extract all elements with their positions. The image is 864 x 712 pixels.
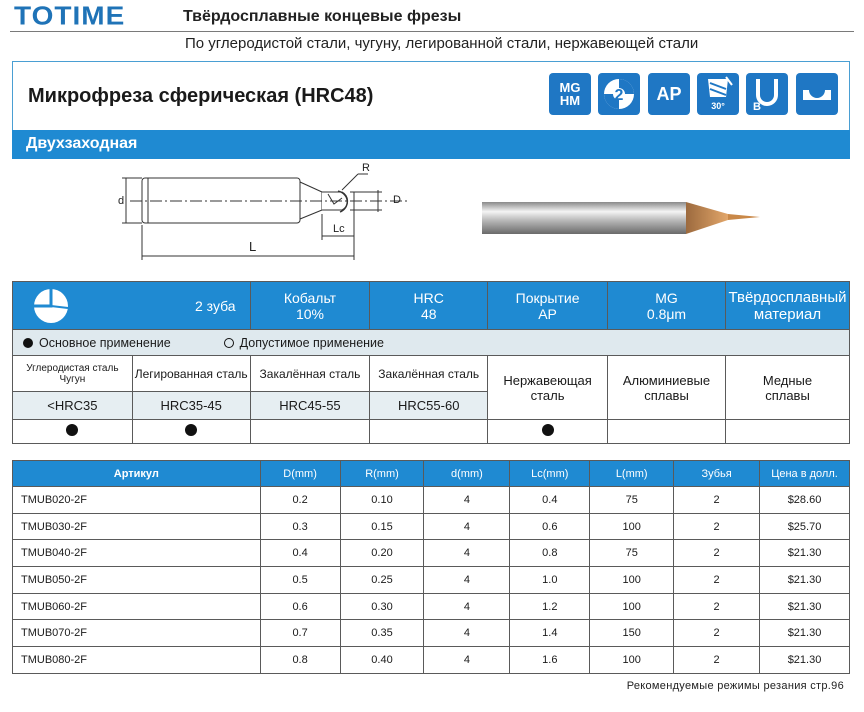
table-cell: 75 [590, 540, 674, 567]
table-row [13, 513, 850, 540]
coating-value: AP [538, 305, 557, 322]
table-cell: 1.0 [510, 567, 590, 594]
column-header: Lc(mm) [510, 461, 590, 487]
article-code: TMUB060-2F [13, 593, 261, 620]
mg-hm-icon [549, 73, 591, 115]
application-mark-cell [608, 420, 726, 444]
product-table [12, 460, 850, 674]
cobalt-value: 10% [295, 305, 324, 322]
table-cell: $21.30 [760, 620, 850, 647]
table-cell: $28.60 [760, 487, 850, 514]
application-mark-cell [725, 420, 849, 444]
article-code: TMUB030-2F [13, 513, 261, 540]
column-header: d(mm) [424, 461, 510, 487]
table-cell: 100 [590, 647, 674, 674]
table-cell: 0.15 [340, 513, 424, 540]
article-code: TMUB050-2F [13, 567, 261, 594]
table-cell: 0.25 [340, 567, 424, 594]
ball-nose-icon [796, 73, 838, 115]
cobalt-label: Кобальт [283, 289, 337, 306]
table-cell: 2 [674, 513, 760, 540]
material-header-alloy: Легированная сталь [132, 356, 250, 392]
table-cell: 1.6 [510, 647, 590, 674]
table-cell: 0.10 [340, 487, 424, 514]
table-cell: 1.2 [510, 593, 590, 620]
grain-label: MG [655, 289, 678, 306]
table-cell: 4 [424, 620, 510, 647]
table-row [13, 567, 850, 594]
dim-Lc-label: Lc [333, 223, 345, 235]
header-title: Твёрдосплавные концевые фрезы [183, 8, 462, 25]
allowed-use-ring-icon [224, 338, 234, 348]
material-value-hardened-1: HRC45-55 [250, 392, 370, 420]
material-cell: Твёрдосплавный материал [725, 282, 849, 330]
table-cell: 0.3 [260, 513, 340, 540]
coating-label: Покрытие [515, 289, 580, 306]
table-cell: 0.8 [510, 540, 590, 567]
cobalt-cell [250, 282, 370, 330]
table-cell: $21.30 [760, 647, 850, 674]
teeth-value: 2 зуба [195, 297, 236, 314]
material-value-hardened-2: HRC55-60 [370, 392, 488, 420]
helix-badge-text: 30° [711, 101, 725, 111]
table-cell: 0.30 [340, 593, 424, 620]
material-value-carbon: <HRC35 [13, 392, 133, 420]
footer-note: Рекомендуемые режимы резания стр.96 [626, 680, 844, 692]
table-cell: 75 [590, 487, 674, 514]
column-header: D(mm) [260, 461, 340, 487]
table-cell: 2 [674, 567, 760, 594]
dim-d-label: d [118, 195, 125, 207]
table-cell: $21.30 [760, 593, 850, 620]
dim-R-label: R [362, 162, 370, 174]
table-cell: 0.2 [260, 487, 340, 514]
table-cell: 0.35 [340, 620, 424, 647]
table-cell: 2 [674, 487, 760, 514]
table-cell: $25.70 [760, 513, 850, 540]
material-value-alloy: HRC35-45 [132, 392, 250, 420]
application-mark-cell [370, 420, 488, 444]
tool-drawing [110, 160, 430, 264]
table-cell: 0.4 [260, 540, 340, 567]
material-header-stainless: Нержавеющая сталь [488, 356, 608, 420]
subtype-band [12, 130, 850, 159]
table-cell: $21.30 [760, 567, 850, 594]
spec-table [12, 281, 850, 444]
legend-main: Основное применение [39, 335, 171, 350]
grain-cell [608, 282, 726, 330]
ball-badge-text: B [753, 101, 761, 113]
article-code: TMUB020-2F [13, 487, 261, 514]
table-cell: 100 [590, 513, 674, 540]
table-cell: 2 [674, 647, 760, 674]
column-header: Артикул [13, 461, 261, 487]
table-cell: 0.40 [340, 647, 424, 674]
mg-hm-badge-text: MG HM [559, 80, 581, 108]
table-cell: 0.8 [260, 647, 340, 674]
column-header: Цена в долл. [760, 461, 850, 487]
table-cell: 100 [590, 567, 674, 594]
tool-photo [478, 192, 764, 240]
table-cell: 4 [424, 647, 510, 674]
table-cell: 1.4 [510, 620, 590, 647]
main-use-dot-icon [185, 424, 197, 436]
table-cell: 100 [590, 593, 674, 620]
cross-section-icon [21, 286, 81, 326]
material-header-hardened-1: Закалённая сталь [250, 356, 370, 392]
application-mark-cell [250, 420, 370, 444]
material-header-copper: Медные сплавы [725, 356, 849, 420]
table-row [13, 593, 850, 620]
two-flute-badge-text: 2 [614, 87, 624, 104]
table-row [13, 620, 850, 647]
subtype-label: Двухзаходная [26, 135, 138, 152]
two-flute-icon [598, 73, 640, 115]
material-header-carbon: Углеродистая сталь Чугун [13, 356, 133, 392]
table-cell: 2 [674, 593, 760, 620]
ap-coating-icon: AP [648, 73, 690, 115]
application-mark-cell [132, 420, 250, 444]
table-cell: 0.5 [260, 567, 340, 594]
header-divider [10, 31, 854, 32]
material-header-aluminium: Алюминиевые сплавы [608, 356, 726, 420]
legend-allowed: Допустимое применение [239, 335, 384, 350]
material-header-hardened-2: Закалённая сталь [370, 356, 488, 392]
application-mark-cell [13, 420, 133, 444]
dim-D-label: D [393, 194, 401, 206]
table-cell: $21.30 [760, 540, 850, 567]
table-row [13, 487, 850, 514]
table-cell: 4 [424, 487, 510, 514]
main-use-dot-icon [542, 424, 554, 436]
table-cell: 0.4 [510, 487, 590, 514]
column-header: R(mm) [340, 461, 424, 487]
table-cell: 0.6 [260, 593, 340, 620]
hrc-cell [370, 282, 488, 330]
article-code: TMUB070-2F [13, 620, 261, 647]
table-cell: 4 [424, 567, 510, 594]
table-cell: 150 [590, 620, 674, 647]
table-cell: 0.7 [260, 620, 340, 647]
table-cell: 0.20 [340, 540, 424, 567]
table-cell: 4 [424, 593, 510, 620]
coating-cell [488, 282, 608, 330]
column-header: L(mm) [590, 461, 674, 487]
ball-b-icon [746, 73, 788, 115]
article-code: TMUB080-2F [13, 647, 261, 674]
legend-row [13, 330, 850, 356]
main-use-dot-icon [66, 424, 78, 436]
helix-30-icon [697, 73, 739, 115]
dim-L-label: L [249, 239, 257, 254]
hrc-label: HRC [413, 289, 444, 306]
hrc-value: 48 [420, 305, 437, 322]
table-cell: 2 [674, 540, 760, 567]
teeth-cell [13, 282, 251, 330]
table-cell: 4 [424, 540, 510, 567]
header-subtitle: По углеродистой стали, чугуну, легированной стали, нержавеющей стали [185, 35, 699, 52]
article-code: TMUB040-2F [13, 540, 261, 567]
table-row [13, 647, 850, 674]
application-mark-cell [488, 420, 608, 444]
grain-value: 0.8μm [646, 305, 687, 322]
product-title: Микрофреза сферическая (HRC48) [28, 85, 374, 107]
table-row [13, 540, 850, 567]
table-cell: 4 [424, 513, 510, 540]
table-cell: 0.6 [510, 513, 590, 540]
column-header: Зубья [674, 461, 760, 487]
brand-logo: TOTIME [14, 1, 126, 30]
table-cell: 2 [674, 620, 760, 647]
main-use-dot-icon [23, 338, 33, 348]
